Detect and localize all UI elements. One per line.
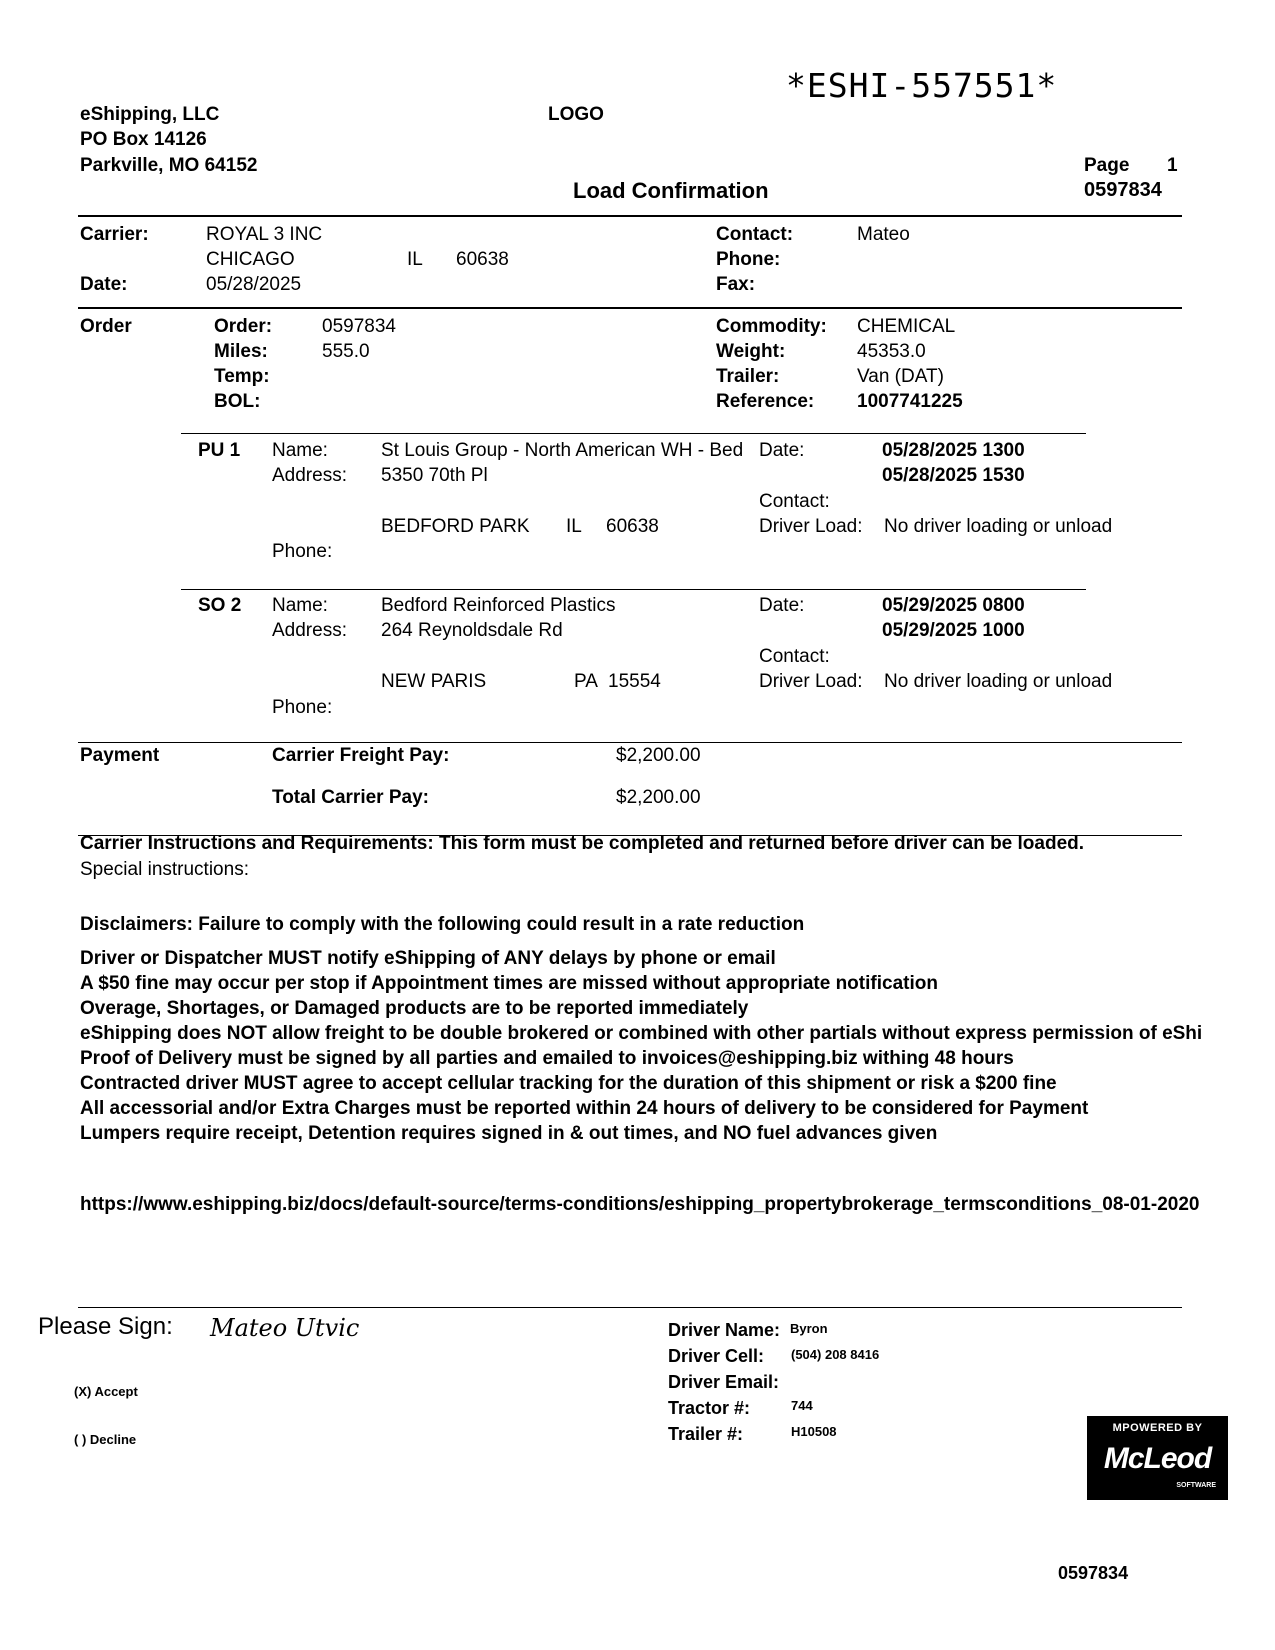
driver-name-label: Driver Name: [668, 1320, 781, 1340]
carrier-zip: 60638 [456, 249, 509, 270]
carrier-date: 05/28/2025 [206, 274, 302, 295]
barcode-text: *ESHI-557551* [786, 66, 1058, 105]
carrier-date-label: Date: [80, 274, 128, 295]
total-pay-value: $2,200.00 [616, 787, 701, 808]
page-label: Page [1084, 155, 1130, 176]
temp-label: Temp: [214, 366, 270, 387]
stop-1-phone-label: Phone: [272, 541, 333, 562]
stop-1-date-start: 05/28/2025 1300 [882, 440, 1025, 461]
stop-2-name: Bedford Reinforced Plastics [381, 595, 616, 616]
reference-label: Reference: [716, 391, 815, 412]
tractor-label: Tractor #: [668, 1398, 751, 1418]
weight-value: 45353.0 [857, 341, 926, 362]
company-address-line1: PO Box 14126 [80, 129, 207, 150]
carrier-label: Carrier: [80, 224, 149, 245]
bol-label: BOL: [214, 391, 261, 412]
stop-1-contact-label: Contact: [759, 491, 830, 512]
divider-header [78, 215, 1182, 217]
document-title: Load Confirmation [573, 178, 769, 203]
stop-1-state: IL [566, 516, 582, 537]
driver-name-value: Byron [790, 1321, 828, 1336]
stop-1-id: PU 1 [198, 440, 241, 461]
mcleod-sub: SOFTWARE [1176, 1482, 1216, 1489]
divider-carrier [78, 307, 1182, 309]
instructions-heading: Carrier Instructions and Requirements: This form must be completed and returned before driver can be loaded. [80, 833, 1085, 854]
miles-label: Miles: [214, 341, 268, 362]
accept-option[interactable]: (X) Accept [74, 1384, 138, 1399]
tractor-value: 744 [791, 1398, 813, 1413]
stop-1-name-label: Name: [272, 440, 328, 461]
stop-2-zip: 15554 [608, 671, 661, 692]
divider-stop-1 [181, 433, 1086, 434]
order-label: Order: [214, 316, 273, 337]
freight-pay-value: $2,200.00 [616, 745, 701, 766]
page-number: 1 [1167, 155, 1178, 176]
miles-value: 555.0 [322, 341, 370, 362]
commodity-label: Commodity: [716, 316, 827, 337]
carrier-state: IL [407, 249, 423, 270]
carrier-name: ROYAL 3 INC [206, 224, 323, 245]
stop-1-driver-load-label: Driver Load: [759, 516, 863, 537]
disclaimers-heading: Disclaimers: Failure to comply with the following could result in a rate reduction [80, 914, 805, 935]
stop-2-driver-load-label: Driver Load: [759, 671, 863, 692]
order-number: 0597834 [322, 316, 396, 337]
footer-reference: 0597834 [1058, 1563, 1129, 1583]
disclaimer-line: All accessorial and/or Extra Charges must be reported within 24 hours of delivery to be considered for Payment [80, 1098, 1089, 1119]
stop-1-name: St Louis Group - North American WH - Bed [381, 440, 744, 461]
divider-signature [78, 1307, 1182, 1308]
stop-2-contact-label: Contact: [759, 646, 830, 667]
reference-value: 1007741225 [857, 391, 963, 412]
contact-label: Contact: [716, 224, 794, 245]
stop-1-zip: 60638 [606, 516, 659, 537]
stop-1-date-end: 05/28/2025 1530 [882, 465, 1025, 486]
carrier-city: CHICAGO [206, 249, 295, 270]
stop-1-date-label: Date: [759, 440, 808, 462]
page-reference: 0597834 [1084, 179, 1162, 201]
disclaimer-line: Proof of Delivery must be signed by all parties and emailed to invoices@eshipping.biz withing 48 hours [80, 1048, 1014, 1069]
trailer-value: Van (DAT) [857, 366, 944, 387]
stop-2-date-start: 05/29/2025 0800 [882, 595, 1025, 616]
freight-pay-label: Carrier Freight Pay: [272, 745, 450, 766]
driver-cell-label: Driver Cell: [668, 1346, 765, 1366]
driver-cell-value: (504) 208 8416 [791, 1347, 880, 1362]
stop-2-state: PA [574, 671, 598, 692]
stop-2-id: SO 2 [198, 595, 242, 616]
mcleod-brand: McLeod [1103, 1442, 1212, 1475]
driver-email-label: Driver Email: [668, 1372, 780, 1392]
disclaimer-line: Lumpers require receipt, Detention requires signed in & out times, and NO fuel advances given [80, 1123, 938, 1144]
divider-payment [78, 742, 1182, 743]
fax-label: Fax: [716, 274, 756, 295]
stop-2-phone-label: Phone: [272, 697, 333, 718]
please-sign-label: Please Sign: [38, 1313, 173, 1340]
stop-1-address-label: Address: [272, 465, 347, 486]
disclaimer-line: Driver or Dispatcher MUST notify eShipping of ANY delays by phone or email [80, 948, 776, 969]
stop-2-date-label: Date: [759, 595, 805, 616]
payment-section-label: Payment [80, 745, 160, 766]
total-pay-label: Total Carrier Pay: [272, 787, 429, 808]
stop-2-name-label: Name: [272, 595, 328, 616]
special-instructions-label: Special instructions: [80, 859, 249, 880]
stop-2-date-end: 05/29/2025 1000 [882, 620, 1025, 641]
stop-1-city: BEDFORD PARK [381, 516, 530, 537]
order-section-label: Order [80, 316, 132, 337]
stop-1-driver-load: No driver loading or unload [884, 516, 1113, 537]
stop-1-address: 5350 70th Pl [381, 465, 488, 486]
driver-trailer-label: Trailer #: [668, 1424, 744, 1444]
decline-option[interactable]: ( ) Decline [74, 1432, 137, 1447]
trailer-label: Trailer: [716, 366, 780, 387]
disclaimer-line: eShipping does NOT allow freight to be double brokered or combined with other partials without express permission of eShi [80, 1023, 1203, 1044]
stop-2-driver-load: No driver loading or unload [884, 671, 1113, 692]
signature-field[interactable]: Mateo Utvic [210, 1314, 360, 1342]
driver-trailer-value: H10508 [791, 1424, 837, 1439]
stop-2-address-label: Address: [272, 620, 347, 641]
weight-label: Weight: [716, 341, 786, 362]
disclaimer-line: Overage, Shortages, or Damaged products are to be reported immediately [80, 998, 749, 1019]
mcleod-logo [1087, 1416, 1228, 1500]
commodity-value: CHEMICAL [857, 316, 956, 337]
phone-label: Phone: [716, 249, 781, 270]
company-address-line2: Parkville, MO 64152 [80, 155, 258, 176]
mcleod-tagline: MPOWERED BY [1112, 1422, 1203, 1434]
disclaimer-line: Contracted driver MUST agree to accept cellular tracking for the duration of this shipment or risk a $200 fine [80, 1073, 1057, 1094]
contact-value: Mateo [857, 224, 910, 245]
stop-2-city: NEW PARIS [381, 671, 487, 692]
divider-stop-2 [181, 589, 1086, 590]
logo-placeholder: LOGO [548, 104, 604, 125]
company-name: eShipping, LLC [80, 104, 220, 125]
disclaimer-line: A $50 fine may occur per stop if Appointment times are missed without appropriate notification [80, 973, 938, 994]
terms-url-link[interactable]: https://www.eshipping.biz/docs/default-source/terms-conditions/eshipping_propertybrokerage_termsconditions_08-01-2020 [80, 1194, 1200, 1215]
stop-2-address: 264 Reynoldsdale Rd [381, 620, 563, 641]
